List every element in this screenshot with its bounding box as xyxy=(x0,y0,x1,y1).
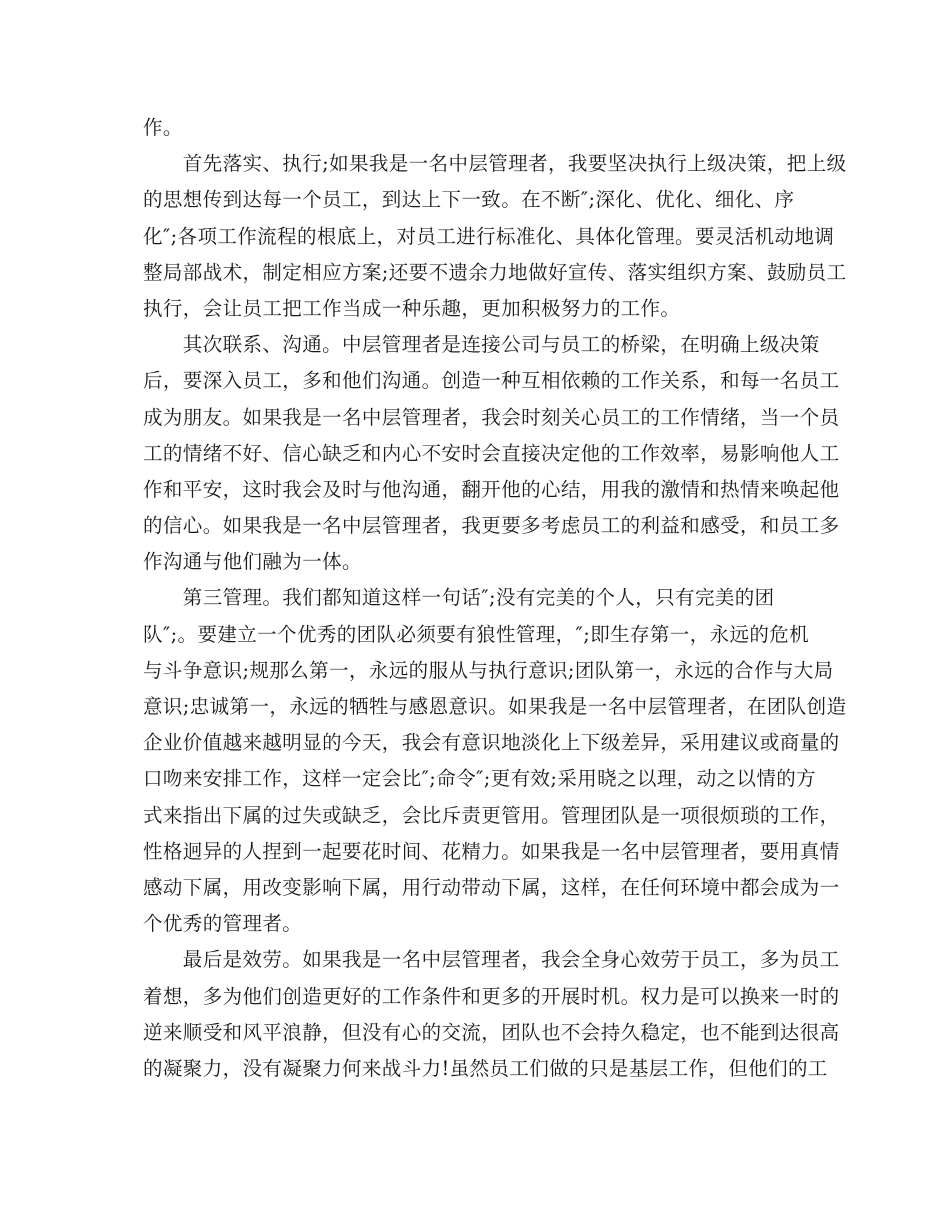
text-line: 队″;。要建立一个优秀的团队必须要有狼性管理，″;即生存第一，永远的危机 xyxy=(143,622,810,646)
text-line: 整局部战术，制定相应方案;还要不遗余力地做好宣传、落实组织方案、鼓励员工 xyxy=(143,260,847,284)
text-line: 第三管理。我们都知道这样一句话″;没有完美的个人，只有完美的团 xyxy=(143,586,775,610)
text-line: 式来指出下属的过失或缺乏，会比斥责更管用。管理团队是一项很烦琐的工作， xyxy=(143,803,840,827)
text-line: 工的情绪不好、信心缺乏和内心不安时会直接决定他的工作效率，易影响他人工 xyxy=(143,441,840,465)
text-line: 意识;忠诚第一，永远的牺牲与感恩意识。如果我是一名中层管理者，在团队创造 xyxy=(143,695,847,718)
text-line: 最后是效劳。如果我是一名中层管理者，我会全身心效劳于员工，多为员工 xyxy=(143,948,840,972)
text-line: 首先落实、执行;如果我是一名中层管理者，我要坚决执行上级决策，把上级 xyxy=(143,152,847,176)
text-line: 其次联系、沟通。中层管理者是连接公司与员工的桥梁，在明确上级决策 xyxy=(143,333,820,357)
text-line: 的信心。如果我是一名中层管理者，我更要多考虑员工的利益和感受，和员工多 xyxy=(143,514,840,538)
text-line: 化″;各项工作流程的根底上，对员工进行标准化、具体化管理。要灵活机动地调 xyxy=(143,224,835,248)
text-line: 后，要深入员工，多和他们沟通。创造一种互相依赖的工作关系，和每一名员工 xyxy=(143,369,840,393)
text-line: 作和平安，这时我会及时与他沟通，翻开他的心结，用我的激情和热情来唤起他 xyxy=(143,477,840,501)
text-line: 逆来顺受和风平浪静，但没有心的交流，团队也不会持久稳定，也不能到达很高 xyxy=(143,1020,840,1044)
text-line: 成为朋友。如果我是一名中层管理者，我会时刻关心员工的工作情绪，当一个员 xyxy=(143,405,840,429)
text-line: 着想，多为他们创造更好的工作条件和更多的开展时机。权力是可以换来一时的 xyxy=(143,984,840,1008)
text-line: 与斗争意识;规那么第一，永远的服从与执行意识;团队第一，永远的合作与大局 xyxy=(143,658,834,682)
text-line: 性格迥异的人捏到一起要花时间、花精力。如果我是一名中层管理者，要用真情 xyxy=(143,839,840,863)
text-line: 执行，会让员工把工作当成一种乐趣，更加积极努力的工作。 xyxy=(143,296,681,320)
text-line: 感动下属，用改变影响下属，用行动带动下属，这样，在任何环境中都会成为一 xyxy=(143,875,840,899)
text-line: 企业价值越来越明显的今天，我会有意识地淡化上下级差异，采用建议或商量的 xyxy=(143,731,840,755)
text-line: 个优秀的管理者。 xyxy=(143,912,303,936)
text-line: 口吻来安排工作，这样一定会比″;命令″;更有效;采用晓之以理，动之以情的方 xyxy=(143,767,817,791)
text-line: 作。 xyxy=(143,116,183,139)
text-line: 的凝聚力，没有凝聚力何来战斗力!虽然员工们做的只是基层工作，但他们的工 xyxy=(143,1056,828,1080)
text-line: 的思想传到达每一个员工，到达上下一致。在不断″;深化、优化、细化、序 xyxy=(143,188,795,212)
document-body xyxy=(143,110,847,1087)
text-line: 作沟通与他们融为一体。 xyxy=(143,550,362,574)
